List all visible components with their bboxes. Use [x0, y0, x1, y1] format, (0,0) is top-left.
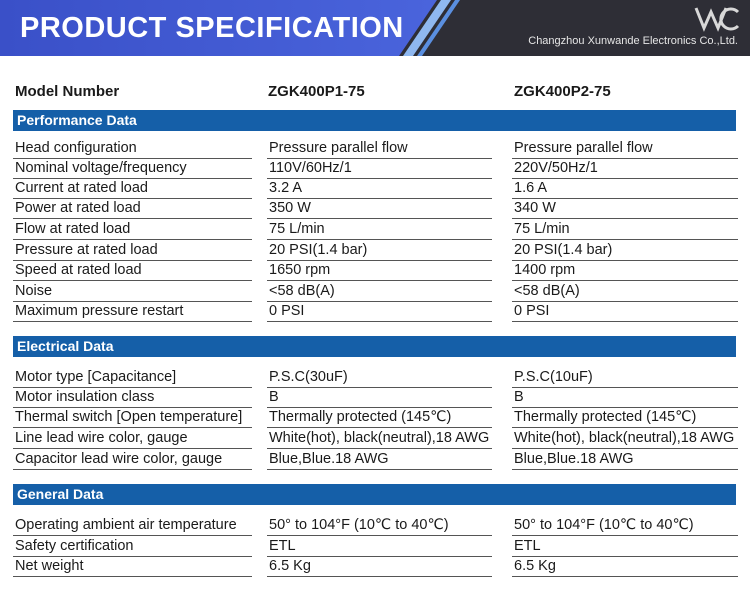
spec-label: Maximum pressure restart — [13, 301, 252, 322]
spec-label: Current at rated load — [13, 178, 252, 199]
spec-label: Power at rated load — [13, 198, 252, 219]
spec-label: Motor type [Capacitance] — [13, 367, 252, 388]
spec-value-p1: 350 W — [267, 198, 492, 219]
header-banner — [0, 0, 750, 56]
company-logo-icon — [694, 4, 740, 32]
spec-value-p1: 6.5 Kg — [267, 556, 492, 577]
spec-value-p2: White(hot), black(neutral),18 AWG — [512, 428, 738, 449]
section-header — [13, 484, 736, 505]
model-p2: ZGK400P2-75 — [514, 83, 611, 100]
spec-value-p1: ETL — [267, 536, 492, 557]
spec-label: Flow at rated load — [13, 219, 252, 240]
spec-value-p2: 220V/50Hz/1 — [512, 158, 738, 179]
section-title: General Data — [17, 486, 104, 502]
section-header — [13, 336, 736, 357]
spec-value-p2: 75 L/min — [512, 219, 738, 240]
spec-label: Pressure at rated load — [13, 240, 252, 261]
spec-label: Motor insulation class — [13, 387, 252, 408]
spec-label: Noise — [13, 281, 252, 302]
spec-value-p2: 50° to 104°F (10℃ to 40℃) — [512, 515, 738, 536]
spec-label: Nominal voltage/frequency — [13, 158, 252, 179]
spec-value-p2: 6.5 Kg — [512, 556, 738, 577]
spec-label: Net weight — [13, 556, 252, 577]
model-p1: ZGK400P1-75 — [268, 83, 365, 100]
spec-value-p1: <58 dB(A) — [267, 281, 492, 302]
spec-value-p2: ETL — [512, 536, 738, 557]
spec-value-p2: <58 dB(A) — [512, 281, 738, 302]
spec-value-p2: 340 W — [512, 198, 738, 219]
model-number-label: Model Number — [15, 83, 120, 100]
spec-value-p1: B — [267, 387, 492, 408]
spec-value-p2: Thermally protected (145℃) — [512, 407, 738, 428]
spec-value-p2: 20 PSI(1.4 bar) — [512, 240, 738, 261]
page-title: PRODUCT SPECIFICATION — [20, 12, 404, 44]
spec-label: Capacitor lead wire color, gauge — [13, 449, 252, 470]
spec-value-p2: Blue,Blue.18 AWG — [512, 449, 738, 470]
spec-label: Line lead wire color, gauge — [13, 428, 252, 449]
spec-value-p2: 1400 rpm — [512, 260, 738, 281]
spec-value-p1: White(hot), black(neutral),18 AWG — [267, 428, 492, 449]
spec-value-p2: 1.6 A — [512, 178, 738, 199]
section-title: Performance Data — [17, 112, 137, 128]
spec-value-p1: 0 PSI — [267, 301, 492, 322]
spec-value-p1: 75 L/min — [267, 219, 492, 240]
spec-value-p1: Pressure parallel flow — [267, 138, 492, 159]
spec-label: Safety certification — [13, 536, 252, 557]
spec-value-p1: Blue,Blue.18 AWG — [267, 449, 492, 470]
spec-value-p2: Pressure parallel flow — [512, 138, 738, 159]
spec-label: Operating ambient air temperature — [13, 515, 252, 536]
section-header — [13, 110, 736, 131]
section-title: Electrical Data — [17, 338, 114, 354]
spec-value-p1: 110V/60Hz/1 — [267, 158, 492, 179]
spec-value-p2: B — [512, 387, 738, 408]
spec-label: Speed at rated load — [13, 260, 252, 281]
spec-label: Head configuration — [13, 138, 252, 159]
spec-value-p1: 1650 rpm — [267, 260, 492, 281]
spec-value-p1: 20 PSI(1.4 bar) — [267, 240, 492, 261]
spec-value-p1: P.S.C(30uF) — [267, 367, 492, 388]
spec-value-p1: 50° to 104°F (10℃ to 40℃) — [267, 515, 492, 536]
spec-value-p2: 0 PSI — [512, 301, 738, 322]
spec-value-p1: Thermally protected (145℃) — [267, 407, 492, 428]
company-name: Changzhou Xunwande Electronics Co.,Ltd. — [528, 35, 738, 47]
spec-value-p2: P.S.C(10uF) — [512, 367, 738, 388]
spec-label: Thermal switch [Open temperature] — [13, 407, 252, 428]
spec-value-p1: 3.2 A — [267, 178, 492, 199]
